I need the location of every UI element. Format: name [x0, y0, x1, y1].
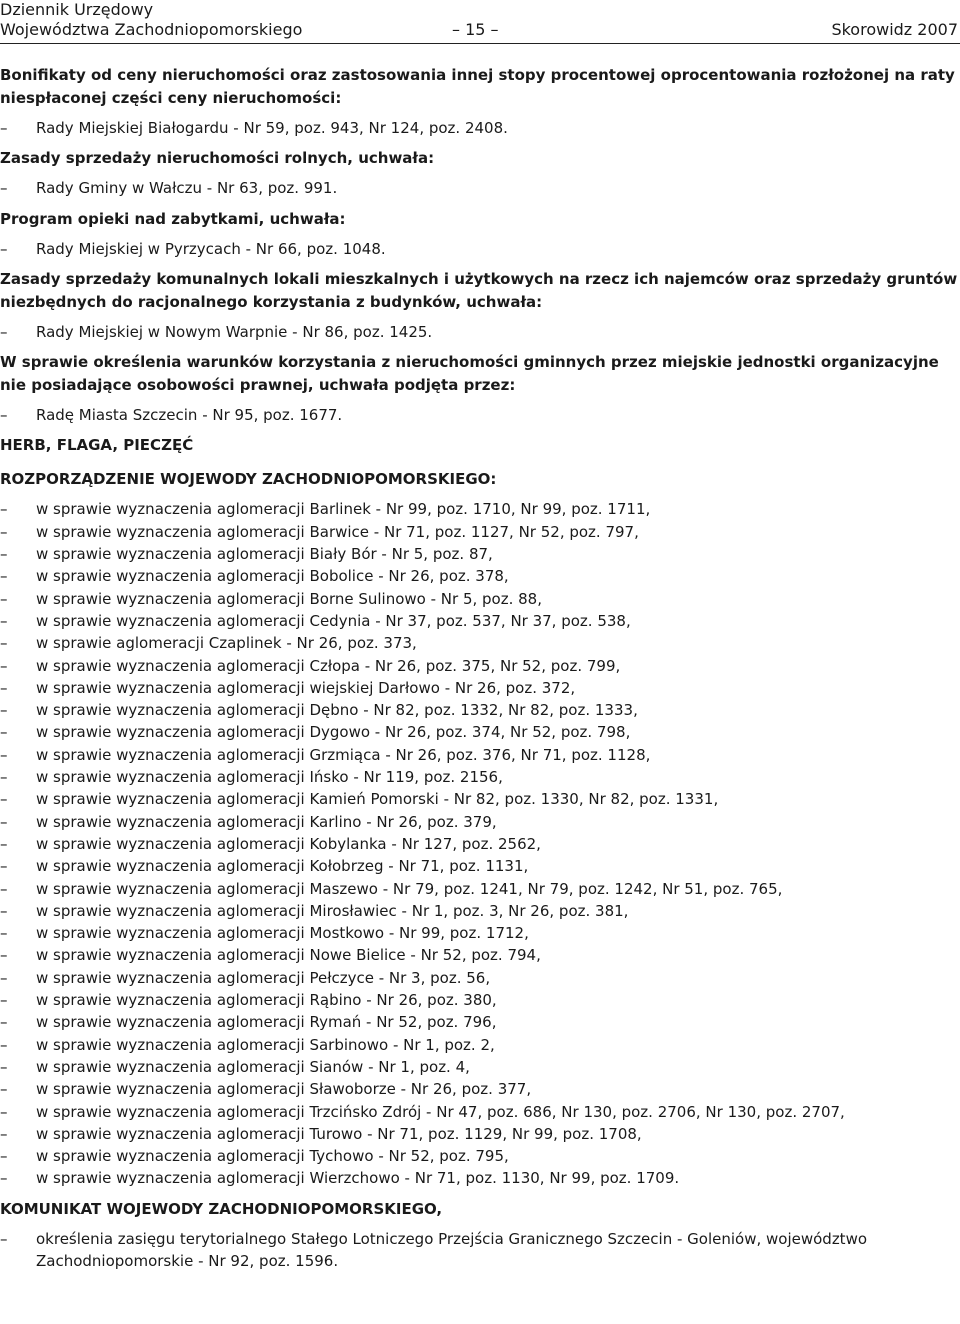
dash: – — [0, 522, 8, 541]
list-item: – w sprawie wyznaczenia aglomeracji wiejskiej Darłowo - Nr 26, poz. 372, — [0, 677, 958, 699]
dash: – — [0, 745, 8, 764]
dash: – — [0, 946, 8, 965]
dash: – — [0, 1013, 8, 1032]
list-item: – w sprawie wyznaczenia aglomeracji Kamień Pomorski - Nr 82, poz. 1330, Nr 82, poz. 1331, — [0, 788, 958, 810]
header-left: Województwa Zachodniopomorskiego — [0, 20, 303, 39]
dash: – — [0, 1080, 8, 1099]
page-number: – 15 – — [452, 20, 499, 39]
rozporzadzenie-list — [0, 498, 958, 1189]
dash: – — [0, 701, 8, 720]
dash: – — [0, 924, 8, 943]
journal-title: Dziennik Urzędowy — [0, 0, 154, 19]
list-item: – w sprawie wyznaczenia aglomeracji Pełczyce - Nr 3, poz. 56, — [0, 967, 958, 989]
dash: – — [0, 991, 8, 1010]
list-item: – w sprawie wyznaczenia aglomeracji Cedynia - Nr 37, poz. 537, Nr 37, poz. 538, — [0, 610, 958, 632]
list-item: – w sprawie wyznaczenia aglomeracji Biały Bór - Nr 5, poz. 87, — [0, 543, 958, 565]
list-item: – w sprawie wyznaczenia aglomeracji Barwice - Nr 71, poz. 1127, Nr 52, poz. 797, — [0, 521, 958, 543]
list-item: – w sprawie aglomeracji Czaplinek - Nr 26, poz. 373, — [0, 632, 958, 654]
list-item: – w sprawie wyznaczenia aglomeracji Barlinek - Nr 99, poz. 1710, Nr 99, poz. 1711, — [0, 498, 958, 520]
list-item: – w sprawie wyznaczenia aglomeracji Maszewo - Nr 79, poz. 1241, Nr 79, poz. 1242, Nr 51, poz. 765, — [0, 878, 958, 900]
list-item: – w sprawie wyznaczenia aglomeracji Grzmiąca - Nr 26, poz. 376, Nr 71, poz. 1128, — [0, 744, 958, 766]
list-item: – Rady Miejskiej Białogardu - Nr 59, poz. 943, Nr 124, poz. 2408. — [0, 117, 958, 139]
section-title-herb: HERB, FLAGA, PIECZĘĆ — [0, 436, 194, 455]
dash: – — [0, 1124, 8, 1143]
section-title-zabytki: Program opieki nad zabytkami, uchwała: — [0, 209, 346, 228]
list-item: – w sprawie wyznaczenia aglomeracji Sianów - Nr 1, poz. 4, — [0, 1056, 958, 1078]
dash: – — [0, 790, 8, 809]
dash: – — [0, 879, 8, 898]
list-item: – w sprawie wyznaczenia aglomeracji Mirosławiec - Nr 1, poz. 3, Nr 26, poz. 381, — [0, 900, 958, 922]
list-item: – w sprawie wyznaczenia aglomeracji Dygowo - Nr 26, poz. 374, Nr 52, poz. 798, — [0, 721, 958, 743]
list-item: – w sprawie wyznaczenia aglomeracji Kołobrzeg - Nr 71, poz. 1131, — [0, 855, 958, 877]
list-item: – w sprawie wyznaczenia aglomeracji Turowo - Nr 71, poz. 1129, Nr 99, poz. 1708, — [0, 1123, 958, 1145]
list-item: – w sprawie wyznaczenia aglomeracji Bobolice - Nr 26, poz. 378, — [0, 565, 958, 587]
section-title-rolne: Zasady sprzedaży nieruchomości rolnych, uchwała: — [0, 149, 435, 168]
list-item: – w sprawie wyznaczenia aglomeracji Kobylanka - Nr 127, poz. 2562, — [0, 833, 958, 855]
list-item: – w sprawie wyznaczenia aglomeracji Karlino - Nr 26, poz. 379, — [0, 811, 958, 833]
list-item: – w sprawie wyznaczenia aglomeracji Wierzchowo - Nr 71, poz. 1130, Nr 99, poz. 1709. — [0, 1167, 958, 1189]
dash: – — [0, 723, 8, 742]
dash: – — [0, 1035, 8, 1054]
dash: – — [0, 239, 8, 258]
section-title-lokale: Zasady sprzedaży komunalnych lokali mieszkalnych i użytkowych na rzecz ich najemców oraz sprzedaży gruntów niezbędnych do racjonalnego korzystania z budynków, uchwała: — [0, 269, 958, 311]
list-item: – w sprawie wyznaczenia aglomeracji Sławoborze - Nr 26, poz. 377, — [0, 1078, 958, 1100]
list-item: – Rady Gminy w Wałczu - Nr 63, poz. 991. — [0, 177, 958, 199]
list-item: – w sprawie wyznaczenia aglomeracji Ińsko - Nr 119, poz. 2156, — [0, 766, 958, 788]
list-item: – w sprawie wyznaczenia aglomeracji Borne Sulinowo - Nr 5, poz. 88, — [0, 588, 958, 610]
list-item: – Rady Miejskiej w Nowym Warpnie - Nr 86, poz. 1425. — [0, 321, 958, 343]
dash: – — [0, 322, 8, 341]
list-item: – w sprawie wyznaczenia aglomeracji Tychowo - Nr 52, poz. 795, — [0, 1145, 958, 1167]
dash: – — [0, 1229, 8, 1248]
dash: – — [0, 1147, 8, 1166]
dash: – — [0, 768, 8, 787]
dash: – — [0, 901, 8, 920]
dash: – — [0, 611, 8, 630]
section-title-komunikat: KOMUNIKAT WOJEWODY ZACHODNIOPOMORSKIEGO, — [0, 1199, 443, 1218]
list-item: – w sprawie wyznaczenia aglomeracji Sarbinowo - Nr 1, poz. 2, — [0, 1034, 958, 1056]
dash: – — [0, 589, 8, 608]
section-title-warunki: W sprawie określenia warunków korzystania z nieruchomości gminnych przez miejskie jednostki organizacyjne nie posiadające osobowości prawnej, uchwała podjęta przez: — [0, 353, 939, 395]
section-title-bonifikaty: Bonifikaty od ceny nieruchomości oraz zastosowania innej stopy procentowej oprocentowania rozłożonej na raty niespłaconej części ceny nieruchomości: — [0, 66, 955, 107]
index-content — [0, 64, 958, 1272]
list-item: – w sprawie wyznaczenia aglomeracji Rymań - Nr 52, poz. 796, — [0, 1011, 958, 1033]
dash: – — [0, 1102, 8, 1121]
list-item: – w sprawie wyznaczenia aglomeracji Nowe Bielice - Nr 52, poz. 794, — [0, 944, 958, 966]
dash: – — [0, 634, 8, 653]
section-title-rozporzadzenie: ROZPORZĄDZENIE WOJEWODY ZACHODNIOPOMORSKIEGO: — [0, 470, 497, 489]
dash: – — [0, 834, 8, 853]
dash: – — [0, 500, 8, 519]
list-item: – Radę Miasta Szczecin - Nr 95, poz. 1677. — [0, 404, 958, 426]
dash: – — [0, 656, 8, 675]
dash: – — [0, 545, 8, 564]
list-item: – w sprawie wyznaczenia aglomeracji Rąbino - Nr 26, poz. 380, — [0, 989, 958, 1011]
dash: – — [0, 857, 8, 876]
running-header — [0, 20, 960, 40]
list-item: – w sprawie wyznaczenia aglomeracji Mostkowo - Nr 99, poz. 1712, — [0, 922, 958, 944]
dash: – — [0, 567, 8, 586]
dash: – — [0, 406, 8, 425]
list-item: – określenia zasięgu terytorialnego Stałego Lotniczego Przejścia Granicznego Szczecin - Goleniów, województwo Zachodniopomorskie - Nr 92, poz. 1596. — [0, 1229, 868, 1270]
header-rule — [0, 43, 960, 44]
dash: – — [0, 119, 8, 137]
header-right: Skorowidz 2007 — [831, 20, 958, 39]
dash: – — [0, 1057, 8, 1076]
dash: – — [0, 1169, 8, 1188]
list-item: – w sprawie wyznaczenia aglomeracji Człopa - Nr 26, poz. 375, Nr 52, poz. 799, — [0, 655, 958, 677]
dash: – — [0, 678, 8, 697]
list-item: – w sprawie wyznaczenia aglomeracji Dębno - Nr 82, poz. 1332, Nr 82, poz. 1333, — [0, 699, 958, 721]
dash: – — [0, 179, 8, 198]
dash: – — [0, 812, 8, 831]
list-item: – Rady Miejskiej w Pyrzycach - Nr 66, poz. 1048. — [0, 238, 958, 260]
list-item: – w sprawie wyznaczenia aglomeracji Trzcińsko Zdrój - Nr 47, poz. 686, Nr 130, poz. 2706, Nr 130, poz. 2707, — [0, 1101, 958, 1123]
dash: – — [0, 968, 8, 987]
